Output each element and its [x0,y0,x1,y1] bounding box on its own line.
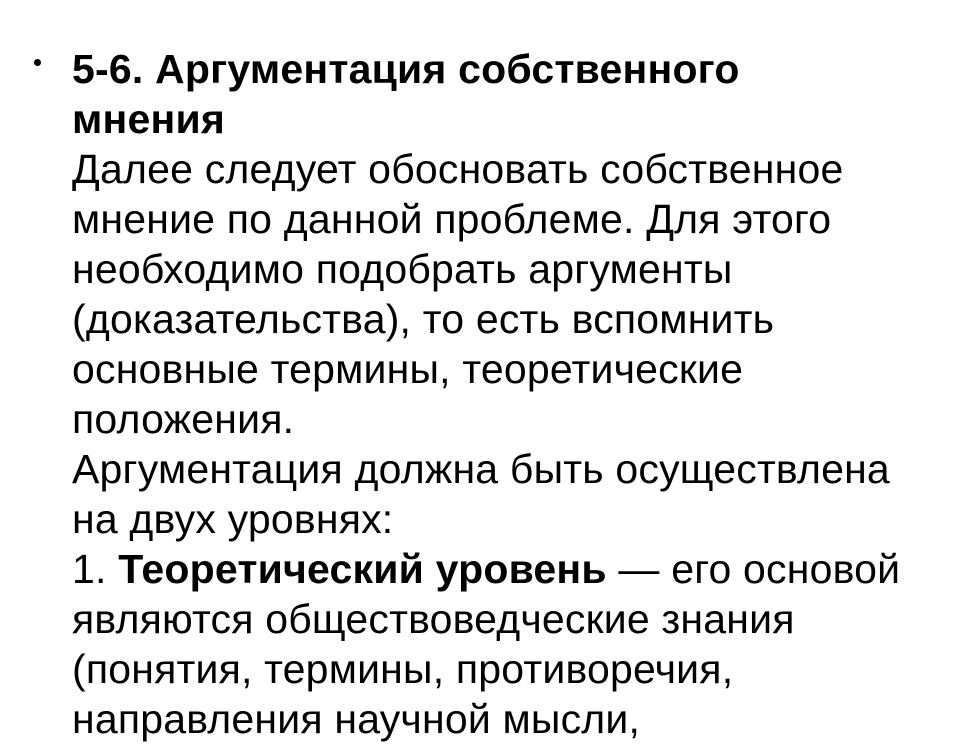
text-segment: необходимо подобрать аргументы [72,246,733,292]
text-line [72,594,960,644]
text-line [72,294,960,344]
bullet-dot-icon [34,59,41,66]
text-segment: основные термины, теоретические [72,346,744,392]
text-segment: Аргументация должна быть осуществлена [72,446,890,492]
text-line [72,694,960,744]
text-line [72,444,960,494]
text-line [72,494,960,544]
text-segment: положения. [72,396,295,442]
text-segment: 5-6. Аргументация собственного [72,46,740,92]
text-line [72,144,960,194]
text-line [72,394,960,444]
text-line [72,644,960,694]
text-segment: Теоретический уровень [118,546,607,592]
text-segment: мнение по данной проблеме. Для этого [72,196,832,242]
text-segment: (понятия, термины, противоречия, [72,646,734,692]
text-segment: являются обществоведческие знания [72,596,795,642]
text-segment: направления научной мысли, [72,696,641,742]
text-segment: — его основой [606,546,901,592]
text-segment: мнения [72,96,225,142]
text-line [72,244,960,294]
text-segment: 1. [72,546,119,592]
text-line [72,94,960,144]
text-line [72,44,960,94]
text-segment: (доказательства), то есть вспомнить [72,296,775,342]
text-line [72,544,960,594]
text-line [72,344,960,394]
text-segment: Далее следует обосновать собственное [72,146,844,192]
text-segment: на двух уровнях: [72,496,394,542]
text-line [72,194,960,244]
slide-text-block [72,44,960,744]
